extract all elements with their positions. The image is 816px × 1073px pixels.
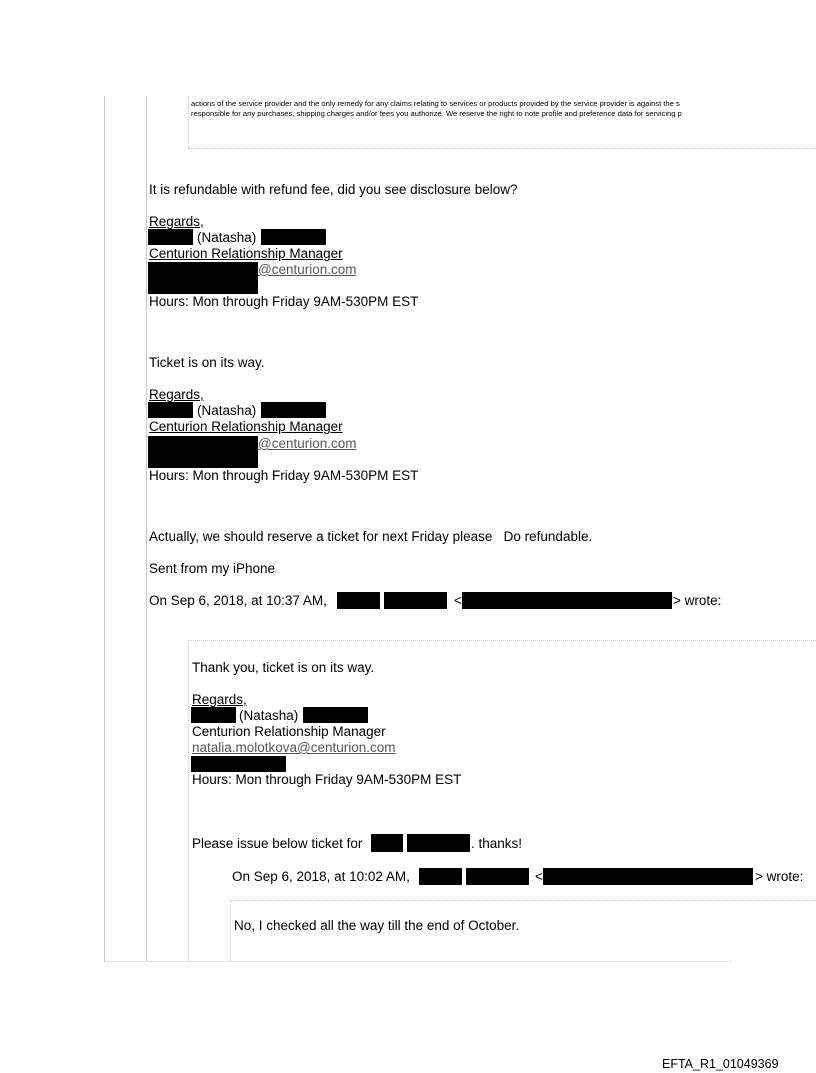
message4-email-link[interactable]: natalia.molotkova@centurion.com xyxy=(192,740,396,755)
message6-body: No, I checked all the way till the end of October. xyxy=(234,918,520,933)
message4-title: Centurion Relationship Manager xyxy=(192,724,386,739)
message3-quote-header-prefix: On Sep 6, 2018, at 10:37 AM, xyxy=(149,593,327,608)
message2-regards: Regards, xyxy=(149,387,204,402)
message1-regards: Regards, xyxy=(149,214,204,229)
quote-box-top-border xyxy=(188,640,816,641)
redaction-block xyxy=(303,707,368,723)
message5-body-suffix: . thanks! xyxy=(471,836,523,851)
message2-body: Ticket is on its way. xyxy=(149,355,265,370)
redaction-block xyxy=(407,834,470,852)
redaction-block xyxy=(148,229,193,245)
message1-title: Centurion Relationship Manager xyxy=(149,246,343,261)
disclosure-box-left-border xyxy=(188,96,189,148)
message5-quote-header-prefix: On Sep 6, 2018, at 10:02 AM, xyxy=(232,869,410,884)
message2-nickname: (Natasha) xyxy=(197,403,257,418)
message3-body: Actually, we should reserve a ticket for next Friday please Do refundable. xyxy=(149,529,593,544)
message1-email-link[interactable]: @centurion.com xyxy=(258,262,357,277)
message4-body: Thank you, ticket is on its way. xyxy=(192,660,375,675)
message4-regards: Regards, xyxy=(192,692,247,707)
message2-title: Centurion Relationship Manager xyxy=(149,419,343,434)
redaction-block xyxy=(261,402,326,418)
message5-quote-header-suffix: > wrote: xyxy=(755,869,804,884)
outer-quote-border xyxy=(104,96,105,961)
disclosure-line-1: actions of the service provider and the only remedy for any claims relating to services or products provided by the service provider is against the s xyxy=(191,99,680,108)
message3-quote-header-suffix: > wrote: xyxy=(673,593,722,608)
redaction-block xyxy=(191,707,236,723)
message5-body-prefix: Please issue below ticket for xyxy=(192,836,363,851)
message3-signature: Sent from my iPhone xyxy=(149,561,276,576)
message2-hours: Hours: Mon through Friday 9AM-530PM EST xyxy=(149,468,419,483)
redaction-block xyxy=(371,834,403,852)
redaction-block xyxy=(261,229,326,245)
redaction-block xyxy=(462,592,672,609)
bates-number: EFTA_R1_01049369 xyxy=(662,1057,779,1071)
redaction-block xyxy=(337,592,380,609)
message2-email-link[interactable]: @centurion.com xyxy=(258,436,357,451)
redaction-block xyxy=(148,436,258,468)
inner-quote-box-left-border xyxy=(230,900,231,961)
disclosure-line-2: responsible for any purchases, shipping charges and/or fees you authorize. We reserve the right to note profile and preference data for servicing p xyxy=(191,109,682,118)
redaction-block xyxy=(191,756,286,772)
message4-nickname: (Natasha) xyxy=(239,708,299,723)
redaction-block xyxy=(148,402,193,418)
redaction-block xyxy=(148,262,258,294)
message1-hours: Hours: Mon through Friday 9AM-530PM EST xyxy=(149,294,419,309)
redaction-block xyxy=(466,868,529,885)
quote-box-left-border xyxy=(188,640,189,961)
message5-quote-header-lt: < xyxy=(535,869,543,884)
message1-nickname: (Natasha) xyxy=(197,230,257,245)
message1-body: It is refundable with refund fee, did you see disclosure below? xyxy=(149,182,518,197)
inner-quote-box-top-border xyxy=(230,900,816,901)
redaction-block xyxy=(384,592,447,609)
message3-quote-header-lt: < xyxy=(454,593,462,608)
redaction-block xyxy=(543,868,753,885)
page-bottom-divider xyxy=(104,961,732,962)
redaction-block xyxy=(419,868,462,885)
message4-hours: Hours: Mon through Friday 9AM-530PM EST xyxy=(192,772,462,787)
disclosure-box-bottom-border xyxy=(188,148,816,149)
inner-quote-border xyxy=(146,96,147,961)
